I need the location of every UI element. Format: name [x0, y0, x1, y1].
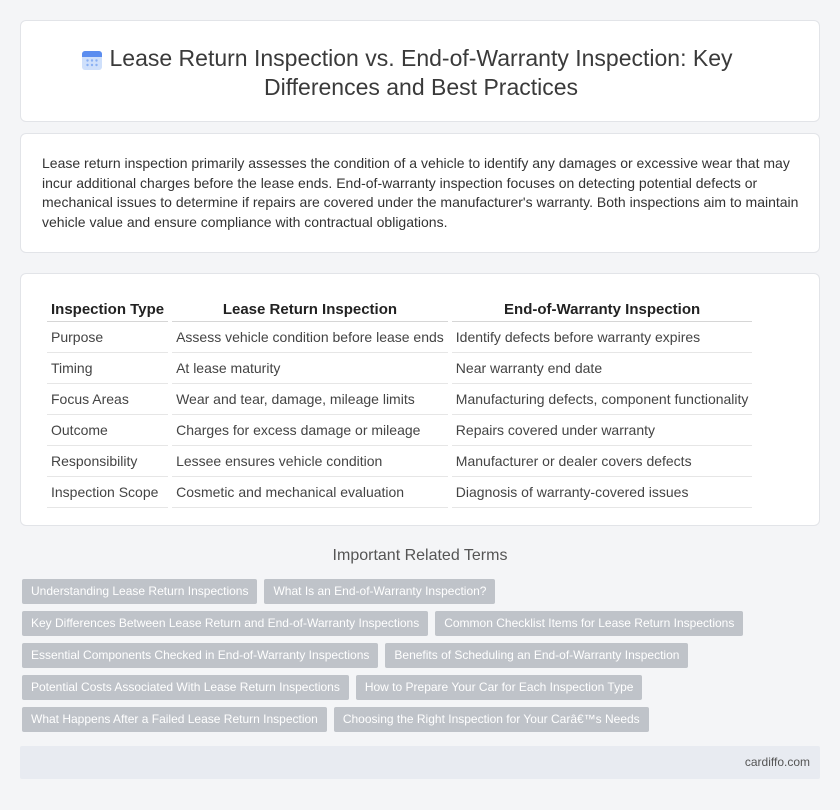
- header-card: [20, 20, 820, 122]
- table-row: [47, 446, 752, 477]
- table-cell: Manufacturer or dealer covers defects: [452, 446, 753, 477]
- column-header: Lease Return Inspection: [172, 296, 448, 322]
- page-title-line-1: Lease Return Inspection vs. End-of-Warranty Inspection: Key: [109, 45, 733, 71]
- table-cell: Manufacturing defects, component functionality: [452, 384, 753, 415]
- table-cell: Timing: [47, 353, 168, 384]
- table-cell: Repairs covered under warranty: [452, 415, 753, 446]
- table-row: [47, 384, 752, 415]
- related-term-link[interactable]: Understanding Lease Return Inspections: [22, 579, 257, 604]
- related-term-link[interactable]: Essential Components Checked in End-of-Warranty Inspections: [22, 643, 378, 668]
- related-terms-list: [22, 579, 822, 739]
- table-cell: Cosmetic and mechanical evaluation: [172, 477, 448, 508]
- tag-row: [22, 707, 822, 732]
- footer-site-link[interactable]: cardiffo.com: [744, 755, 810, 769]
- intro-paragraph: Lease return inspection primarily assesses the condition of a vehicle to identify any damages or excessive wear that may incur additional charges before the lease ends. End-of-warranty inspection focuses on detecting potential defects or mechanical issues to determine if repairs are covered under the manufacturer's warranty. Both inspections aim to maintain vehicle value and ensure compliance with contractual obligations.: [42, 155, 799, 230]
- table-cell: Assess vehicle condition before lease ends: [172, 322, 448, 353]
- related-terms-title: Important Related Terms: [332, 547, 508, 564]
- footer: [20, 746, 820, 779]
- related-term-link[interactable]: What Happens After a Failed Lease Return Inspection: [22, 707, 327, 732]
- table-row: [47, 415, 752, 446]
- related-term-link[interactable]: What Is an End-of-Warranty Inspection?: [264, 579, 495, 604]
- table-row: [47, 322, 752, 353]
- table-row: [47, 477, 752, 508]
- table-cell: Responsibility: [47, 446, 168, 477]
- related-term-link[interactable]: Potential Costs Associated With Lease Return Inspections: [22, 675, 349, 700]
- table-cell: Outcome: [47, 415, 168, 446]
- related-term-link[interactable]: Common Checklist Items for Lease Return Inspections: [435, 611, 743, 636]
- table-cell: Diagnosis of warranty-covered issues: [452, 477, 753, 508]
- table-row: [47, 353, 752, 384]
- related-term-link[interactable]: Benefits of Scheduling an End-of-Warranty Inspection: [385, 643, 688, 668]
- tag-row: [22, 611, 822, 636]
- table-cell: Charges for excess damage or mileage: [172, 415, 448, 446]
- column-header: End-of-Warranty Inspection: [452, 296, 753, 322]
- table-cell: Focus Areas: [47, 384, 168, 415]
- table-header-row: [47, 296, 752, 322]
- table-cell: Near warranty end date: [452, 353, 753, 384]
- table-cell: At lease maturity: [172, 353, 448, 384]
- tag-row: [22, 675, 822, 700]
- tag-row: [22, 643, 822, 668]
- table-cell: Identify defects before warranty expires: [452, 322, 753, 353]
- page-title: [21, 44, 821, 102]
- table-cell: Wear and tear, damage, mileage limits: [172, 384, 448, 415]
- comparison-table-card: [20, 273, 820, 526]
- tag-row: [22, 579, 822, 604]
- comparison-table: [43, 296, 756, 508]
- intro-card: [20, 133, 820, 253]
- table-cell: Inspection Scope: [47, 477, 168, 508]
- page-title-line-2: Differences and Best Practices: [263, 74, 579, 100]
- table-cell: Purpose: [47, 322, 168, 353]
- related-term-link[interactable]: Key Differences Between Lease Return and End-of-Warranty Inspections: [22, 611, 428, 636]
- column-header: Inspection Type: [47, 296, 168, 322]
- table-cell: Lessee ensures vehicle condition: [172, 446, 448, 477]
- related-term-link[interactable]: How to Prepare Your Car for Each Inspection Type: [356, 675, 643, 700]
- related-term-link[interactable]: Choosing the Right Inspection for Your Carâ€™s Needs: [334, 707, 649, 732]
